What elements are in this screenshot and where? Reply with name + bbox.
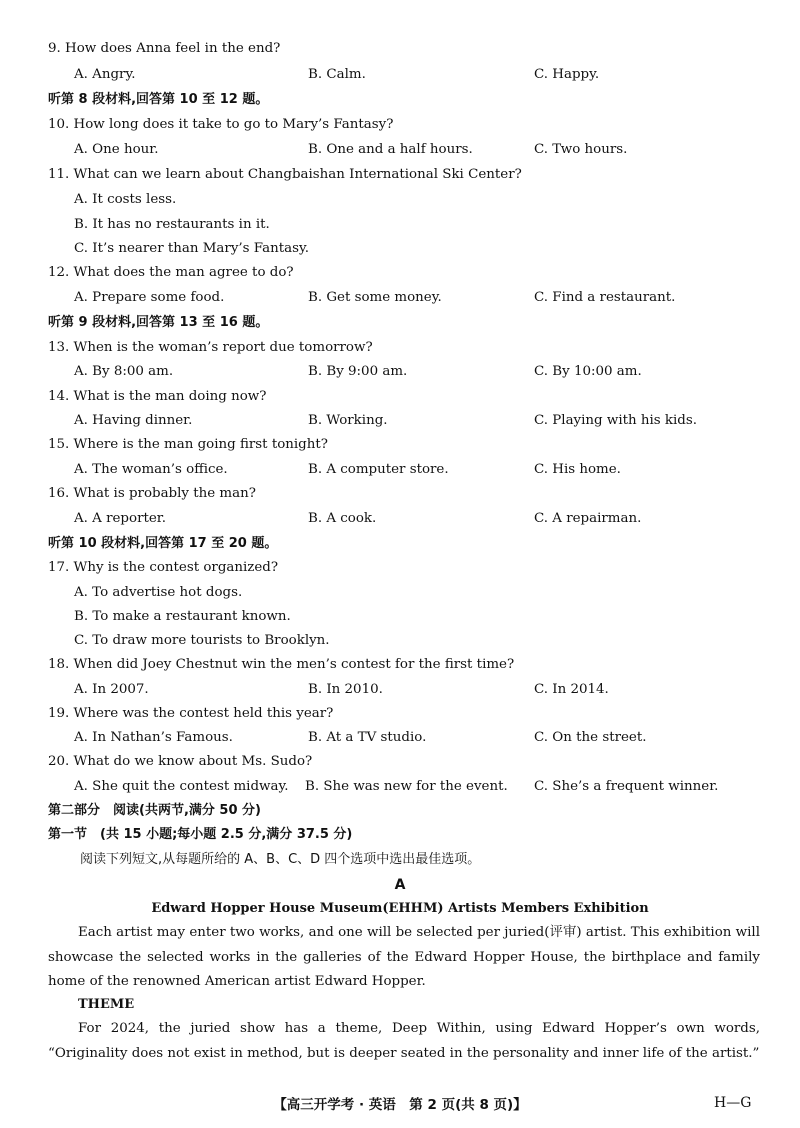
option-17c: C. To draw more tourists to Brooklyn.: [74, 633, 330, 648]
passage-paragraph-2: For 2024, the juried show has a theme, Deep Within, using Edward Hopper’s own words, “Originality does not exist in method, but is deeper seated in the personality and inner life of the artist.”: [48, 1021, 760, 1061]
listening-header-9: 听第 9 段材料,回答第 13 至 16 题。: [48, 315, 269, 330]
option-13b: B. By 9:00 am.: [308, 364, 408, 379]
question-11: 11. What can we learn about Changbaishan International Ski Center?: [48, 167, 522, 182]
passage-letter: A: [394, 877, 406, 893]
option-9c: C. Happy.: [534, 67, 600, 82]
option-18c: C. In 2014.: [534, 682, 609, 697]
option-13a: A. By 8:00 am.: [74, 364, 174, 379]
part2-instruction: 阅读下列短文,从每题所给的 A、B、C、D 四个选项中选出最佳选项。: [80, 852, 481, 867]
option-14c: C. Playing with his kids.: [534, 413, 697, 428]
question-20: 20. What do we know about Ms. Sudo?: [48, 754, 313, 769]
option-17a: A. To advertise hot dogs.: [74, 585, 243, 600]
listening-header-10: 听第 10 段材料,回答第 17 至 20 题。: [48, 536, 278, 551]
option-9b: B. Calm.: [308, 67, 366, 82]
option-11c: C. It’s nearer than Mary’s Fantasy.: [74, 241, 310, 256]
option-20b: B. She was new for the event.: [305, 779, 508, 794]
option-15c: C. His home.: [534, 462, 621, 477]
question-13: 13. When is the woman’s report due tomorrow?: [48, 340, 373, 355]
option-19b: B. At a TV studio.: [308, 730, 427, 745]
option-11b: B. It has no restaurants in it.: [74, 217, 270, 232]
option-14a: A. Having dinner.: [74, 413, 193, 428]
option-18a: A. In 2007.: [74, 682, 149, 697]
paper-code: H—G: [714, 1095, 752, 1111]
option-15b: B. A computer store.: [308, 462, 449, 477]
option-15a: A. The woman’s office.: [74, 462, 228, 477]
option-19c: C. On the street.: [534, 730, 647, 745]
part2-title: 第二部分 阅读(共两节,满分 50 分): [48, 803, 261, 818]
option-9a: A. Angry.: [74, 67, 136, 82]
option-10c: C. Two hours.: [534, 142, 628, 157]
option-14b: B. Working.: [308, 413, 388, 428]
question-14: 14. What is the man doing now?: [48, 389, 267, 404]
question-16: 16. What is probably the man?: [48, 486, 256, 501]
question-12: 12. What does the man agree to do?: [48, 265, 294, 280]
theme-heading: THEME: [78, 997, 135, 1012]
option-10b: B. One and a half hours.: [308, 142, 473, 157]
option-16b: B. A cook.: [308, 511, 377, 526]
option-16c: C. A repairman.: [534, 511, 642, 526]
question-18: 18. When did Joey Chestnut win the men’s contest for the first time?: [48, 657, 515, 672]
question-17: 17. Why is the contest organized?: [48, 560, 279, 575]
option-18b: B. In 2010.: [308, 682, 383, 697]
option-17b: B. To make a restaurant known.: [74, 609, 291, 624]
option-12b: B. Get some money.: [308, 290, 442, 305]
option-20c: C. She’s a frequent winner.: [534, 779, 719, 794]
option-19a: A. In Nathan’s Famous.: [74, 730, 233, 745]
question-9: 9. How does Anna feel in the end?: [48, 41, 281, 56]
listening-header-8: 听第 8 段材料,回答第 10 至 12 题。: [48, 92, 269, 107]
option-16a: A. A reporter.: [74, 511, 166, 526]
question-19: 19. Where was the contest held this year?: [48, 706, 334, 721]
question-10: 10. How long does it take to go to Mary’s Fantasy?: [48, 117, 394, 132]
option-20a: A. She quit the contest midway.: [74, 779, 289, 794]
option-11a: A. It costs less.: [74, 192, 177, 207]
option-12a: A. Prepare some food.: [74, 290, 225, 305]
option-12c: C. Find a restaurant.: [534, 290, 676, 305]
page-footer: 【高三开学考 · 英语 第 2 页(共 8 页)】: [273, 1097, 527, 1113]
part2-section1: 第一节 (共 15 小题;每小题 2.5 分,满分 37.5 分): [48, 827, 353, 842]
option-10a: A. One hour.: [74, 142, 159, 157]
question-15: 15. Where is the man going first tonight?: [48, 437, 328, 452]
option-13c: C. By 10:00 am.: [534, 364, 642, 379]
passage-paragraph-1: Each artist may enter two works, and one will be selected per juried(评审) artist. This exhibition will showcase the selected works in the galleries of the Edward Hopper House, the birthplace and family home of the renowned American artist Edward Hopper.: [48, 925, 760, 989]
passage-title: Edward Hopper House Museum(EHHM) Artists Members Exhibition: [151, 901, 649, 916]
